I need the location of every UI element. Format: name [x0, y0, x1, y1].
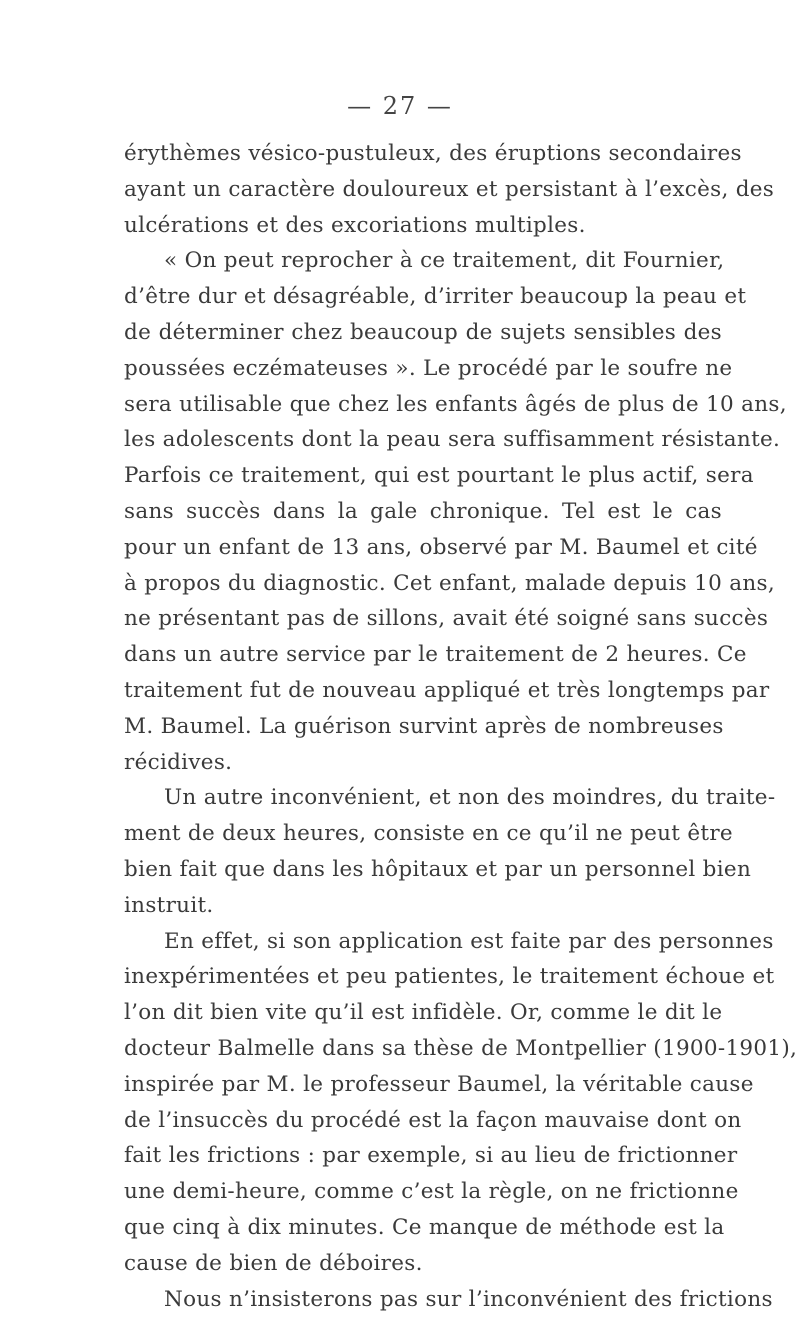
- body-text: [124, 136, 798, 1317]
- text-line: docteur Balmelle dans sa thèse de Montpellier (1900-1901),: [124, 1035, 798, 1061]
- text-line: bien fait que dans les hôpitaux et par un personnel bien: [124, 856, 752, 882]
- text-line: une demi-heure, comme c’est la règle, on ne frictionne: [124, 1179, 739, 1205]
- paragraph: [124, 243, 787, 780]
- paragraph: [124, 780, 776, 923]
- text-line: Un autre inconvénient, et non des moindres, du traite-: [164, 785, 776, 811]
- text-line: d’être dur et désagréable, d’irriter beaucoup la peau et: [124, 284, 747, 310]
- text-line: ment de deux heures, consiste en ce qu’il ne peut être: [124, 821, 733, 847]
- text-line: l’on dit bien vite qu’il est infidèle. Or, comme le dit le: [124, 1000, 723, 1026]
- text-line: ne présentant pas de sillons, avait été soigné sans succès: [124, 606, 769, 632]
- text-line: inexpérimentées et peu patientes, le traitement échoue et: [124, 964, 775, 990]
- text-line: Parfois ce traitement, qui est pourtant le plus actif, sera: [124, 463, 754, 489]
- text-line: inspirée par M. le professeur Baumel, la véritable cause: [124, 1071, 754, 1097]
- text-line: sera utilisable que chez les enfants âgés de plus de 10 ans,: [124, 391, 787, 417]
- text-line: En effet, si son application est faite par des personnes: [164, 928, 774, 954]
- paragraph: [124, 136, 775, 243]
- text-line: cause de bien de déboires.: [124, 1250, 423, 1276]
- text-line: récidives.: [124, 749, 233, 775]
- text-line: à propos du diagnostic. Cet enfant, malade depuis 10 ans,: [124, 570, 775, 596]
- text-line: Nous n’insisterons pas sur l’inconvénient des frictions: [164, 1286, 773, 1312]
- text-line: ayant un caractère douloureux et persistant à l’excès, des: [124, 176, 775, 202]
- paragraph: [124, 1282, 773, 1318]
- text-line: sans succès dans la gale chronique. Tel est le cas: [124, 498, 722, 524]
- text-line: dans un autre service par le traitement de 2 heures. Ce: [124, 642, 747, 668]
- text-line: que cinq à dix minutes. Ce manque de méthode est la: [124, 1214, 725, 1240]
- text-line: érythèmes vésico-pustuleux, des éruptions secondaires: [124, 141, 742, 166]
- text-line: « On peut reprocher à ce traitement, dit Fournier,: [164, 248, 725, 274]
- text-line: ulcérations et des excoriations multiples.: [124, 212, 586, 238]
- text-line: pour un enfant de 13 ans, observé par M. Baumel et cité: [124, 534, 758, 560]
- paragraph: [124, 924, 798, 1282]
- text-line: fait les frictions : par exemple, si au lieu de frictionner: [124, 1143, 738, 1169]
- text-line: les adolescents dont la peau sera suffisamment résistante.: [124, 427, 781, 453]
- text-line: de l’insuccès du procédé est la façon mauvaise dont on: [124, 1107, 742, 1133]
- text-line: de déterminer chez beaucoup de sujets sensibles des: [124, 319, 722, 345]
- text-line: poussées eczémateuses ». Le procédé par le soufre ne: [124, 355, 733, 381]
- page-number: — 27 —: [347, 92, 453, 120]
- text-line: instruit.: [124, 892, 214, 918]
- text-line: M. Baumel. La guérison survint après de nombreuses: [124, 713, 724, 739]
- text-line: traitement fut de nouveau appliqué et très longtemps par: [124, 677, 770, 703]
